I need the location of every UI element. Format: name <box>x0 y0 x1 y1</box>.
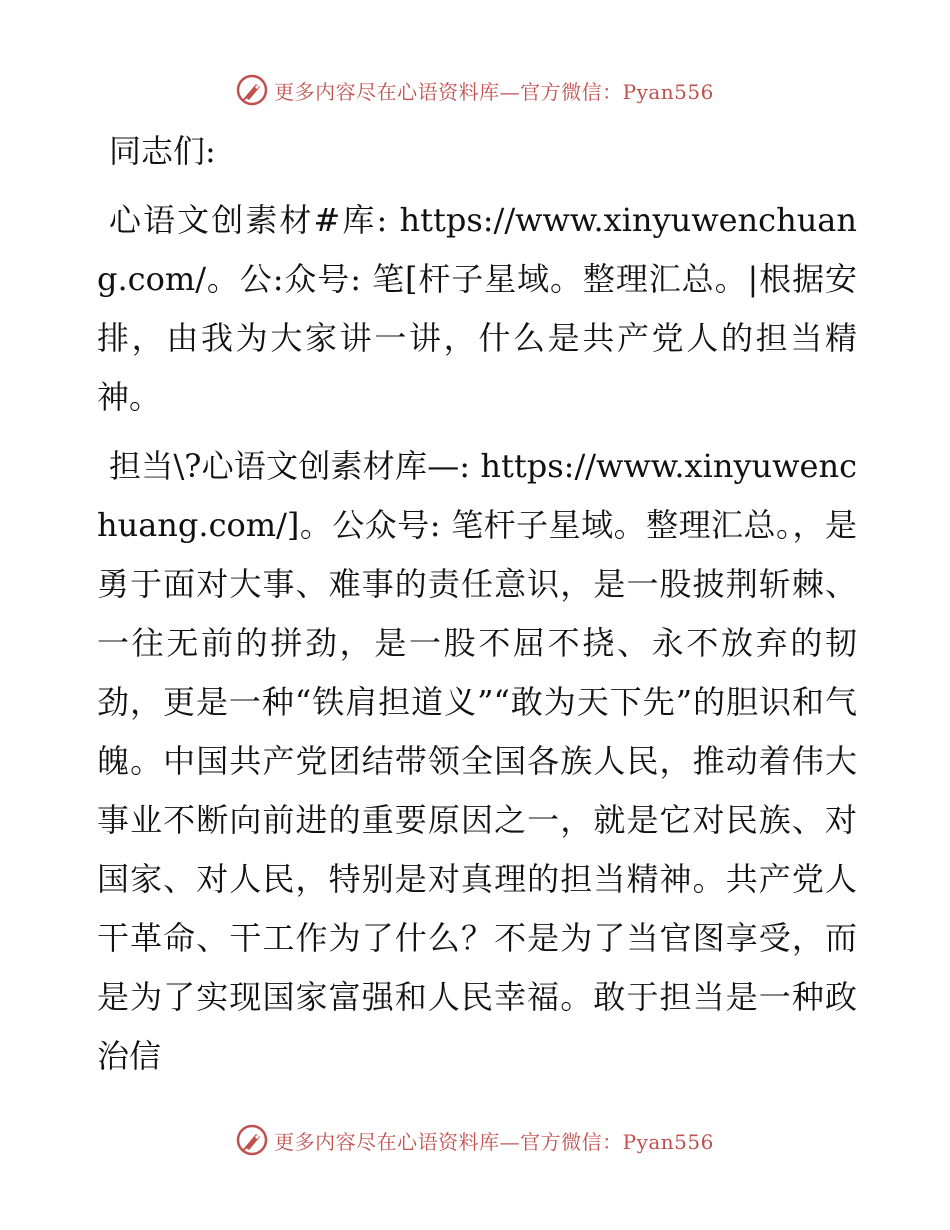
salutation-paragraph: 同志们: <box>109 132 216 170</box>
pen-nib-logo-icon <box>236 74 268 106</box>
header-banner-content <box>236 74 714 106</box>
document-body <box>97 122 857 1096</box>
footer-banner <box>0 1120 950 1160</box>
pen-nib-logo-icon <box>236 1124 268 1156</box>
footer-banner-content <box>236 1124 714 1156</box>
body-paragraph-1: 心语文创素材#库: https://www.xinyuwenchuang.com/。公:众号: 笔[杆子星域。整理汇总。|根据安排，由我为大家讲一讲，什么是共产党人的担当精神。 <box>97 201 857 416</box>
body-paragraph-2: 担当\?心语文创素材库—: https://www.xinyuwenchuang.com/]。公众号: 笔杆子星域。整理汇总。，是勇于面对大事、难事的责任意识，是一股披荆斩棘、一往无前的拼劲，是一股不屈不挠、永不放弃的韧劲，更是一种“铁肩担道义”“敢为天下先”的胆识和气魄。中国共产党团结带领全国各族人民，推动着伟大事业不断向前进的重要原因之一，就是它对民族、对国家、对人民，特别是对真理的担当精神。共产党人干革命、干工作为了什么？不是为了当官图享受，而是为了实现国家富强和人民幸福。敢于担当是一种政治信 <box>97 447 857 1075</box>
footer-banner-text: 更多内容尽在心语资料库—官方微信：Pyan556 <box>274 1129 714 1154</box>
header-banner-text: 更多内容尽在心语资料库—官方微信：Pyan556 <box>274 79 714 104</box>
header-banner <box>0 70 950 110</box>
